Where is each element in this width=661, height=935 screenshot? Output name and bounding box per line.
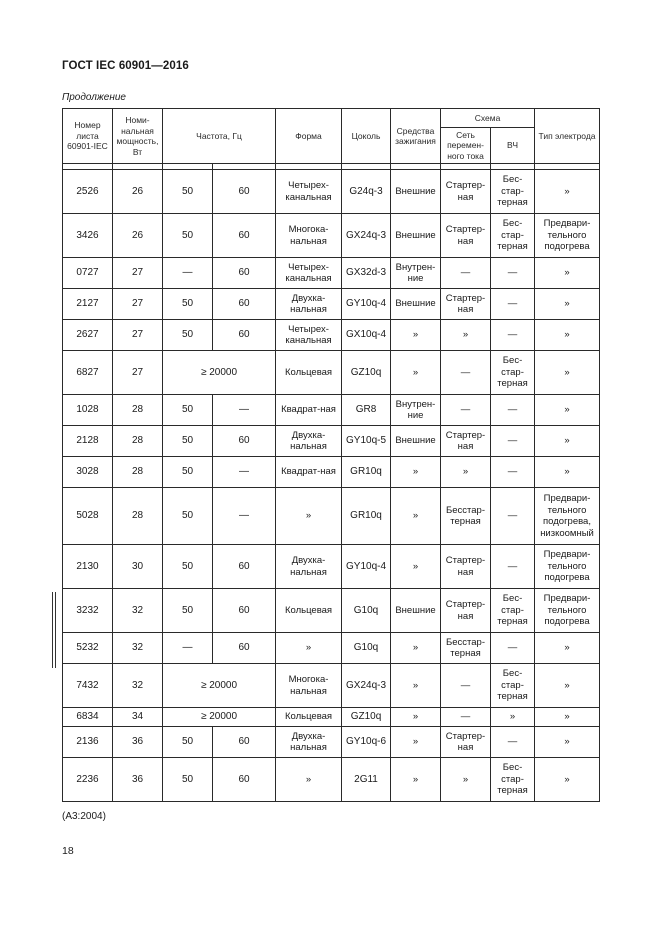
cell-rated-power: 36 <box>113 727 163 758</box>
table-row <box>63 214 600 258</box>
cell-hf: Бес-стар-терная <box>491 664 535 708</box>
cell-hf: — <box>491 258 535 289</box>
header-ac-mains: Сеть перемен- ного тока <box>441 128 491 164</box>
cell-frequency-1: 50 <box>163 289 213 320</box>
cell-frequency-2: 60 <box>213 214 276 258</box>
cell-ac-mains: » <box>441 457 491 488</box>
cell-ac-mains: Стартер-ная <box>441 545 491 589</box>
cell-ignition: » <box>391 457 441 488</box>
change-mark-bar <box>52 592 53 668</box>
cell-electrode-type: » <box>535 633 600 664</box>
cell-rated-power: 26 <box>113 170 163 214</box>
cell-electrode-type: » <box>535 170 600 214</box>
amendment-note: (A3:2004) <box>62 811 106 822</box>
cell-rated-power: 26 <box>113 214 163 258</box>
cell-rated-power: 32 <box>113 589 163 633</box>
table-row <box>63 589 600 633</box>
cell-frequency-1: 50 <box>163 727 213 758</box>
cell-sheet-number: 0727 <box>63 258 113 289</box>
cell-hf: Бес-стар-терная <box>491 589 535 633</box>
cell-electrode-type: » <box>535 727 600 758</box>
cell-electrode-type: » <box>535 426 600 457</box>
cell-electrode-type: » <box>535 708 600 727</box>
cell-frequency-1: 50 <box>163 457 213 488</box>
cell-ignition: » <box>391 758 441 802</box>
cell-base: GX24q-3 <box>342 664 391 708</box>
cell-rated-power: 28 <box>113 488 163 545</box>
cell-sheet-number: 2128 <box>63 426 113 457</box>
cell-hf: — <box>491 320 535 351</box>
cell-electrode-type: » <box>535 395 600 426</box>
table-body <box>63 170 600 802</box>
cell-sheet-number: 3028 <box>63 457 113 488</box>
cell-frequency-2: — <box>213 488 276 545</box>
cell-frequency-1: 50 <box>163 214 213 258</box>
cell-rated-power: 32 <box>113 664 163 708</box>
cell-frequency-2: 60 <box>213 258 276 289</box>
cell-frequency-1: 50 <box>163 395 213 426</box>
cell-ac-mains: — <box>441 395 491 426</box>
cell-base: GR8 <box>342 395 391 426</box>
table-row <box>63 758 600 802</box>
cell-ac-mains: — <box>441 351 491 395</box>
cell-sheet-number: 5028 <box>63 488 113 545</box>
cell-rated-power: 28 <box>113 457 163 488</box>
table-row <box>63 426 600 457</box>
header-scheme: Схема <box>441 109 535 128</box>
cell-frequency-2: 60 <box>213 758 276 802</box>
cell-shape: Четырех-канальная <box>276 170 342 214</box>
cell-ac-mains: » <box>441 758 491 802</box>
cell-base: GR10q <box>342 457 391 488</box>
cell-base: GY10q-5 <box>342 426 391 457</box>
cell-sheet-number: 6834 <box>63 708 113 727</box>
cell-base: GR10q <box>342 488 391 545</box>
cell-frequency: ≥ 20000 <box>163 664 276 708</box>
cell-frequency-2: — <box>213 457 276 488</box>
cell-electrode-type: Предвари-тельного подогрева <box>535 589 600 633</box>
cell-frequency-1: 50 <box>163 545 213 589</box>
cell-base: 2G11 <box>342 758 391 802</box>
cell-rated-power: 28 <box>113 426 163 457</box>
cell-frequency-2: 60 <box>213 727 276 758</box>
continuation-label: Продолжение <box>62 92 126 103</box>
cell-frequency-1: 50 <box>163 488 213 545</box>
cell-sheet-number: 2127 <box>63 289 113 320</box>
cell-ac-mains: Стартер-ная <box>441 727 491 758</box>
cell-electrode-type: Предвари-тельного подогрева <box>535 545 600 589</box>
cell-frequency-2: 60 <box>213 545 276 589</box>
cell-sheet-number: 6827 <box>63 351 113 395</box>
header-sheet-number: Номер листа 60901-IEC <box>63 109 113 164</box>
cell-shape: Кольцевая <box>276 351 342 395</box>
cell-frequency-1: 50 <box>163 758 213 802</box>
cell-shape: Многока-нальная <box>276 214 342 258</box>
cell-rated-power: 34 <box>113 708 163 727</box>
cell-shape: Кольцевая <box>276 708 342 727</box>
cell-sheet-number: 2136 <box>63 727 113 758</box>
header-base: Цоколь <box>342 109 391 164</box>
cell-ignition: » <box>391 545 441 589</box>
cell-ac-mains: Стартер-ная <box>441 214 491 258</box>
header-electrode-type: Тип электрода <box>535 109 600 164</box>
cell-ignition: Внутрен-ние <box>391 395 441 426</box>
cell-frequency-1: 50 <box>163 589 213 633</box>
cell-electrode-type: » <box>535 258 600 289</box>
cell-electrode-type: » <box>535 351 600 395</box>
cell-electrode-type: » <box>535 289 600 320</box>
cell-shape: » <box>276 758 342 802</box>
cell-sheet-number: 3232 <box>63 589 113 633</box>
cell-frequency-1: 50 <box>163 170 213 214</box>
cell-shape: » <box>276 488 342 545</box>
cell-frequency-2: 60 <box>213 426 276 457</box>
cell-ac-mains: Стартер-ная <box>441 170 491 214</box>
cell-rated-power: 27 <box>113 320 163 351</box>
cell-sheet-number: 3426 <box>63 214 113 258</box>
cell-sheet-number: 2526 <box>63 170 113 214</box>
cell-ac-mains: — <box>441 664 491 708</box>
cell-frequency-2: 60 <box>213 289 276 320</box>
cell-frequency-2: — <box>213 395 276 426</box>
cell-frequency-2: 60 <box>213 170 276 214</box>
cell-ac-mains: » <box>441 320 491 351</box>
cell-ignition: » <box>391 727 441 758</box>
table-row <box>63 395 600 426</box>
cell-hf: — <box>491 457 535 488</box>
change-mark-bar <box>55 592 56 668</box>
cell-ac-mains: Бесстар-терная <box>441 633 491 664</box>
cell-sheet-number: 7432 <box>63 664 113 708</box>
lamp-data-table-wrapper <box>62 108 599 802</box>
cell-shape: Квадрат-ная <box>276 457 342 488</box>
cell-ignition: Внутрен-ние <box>391 258 441 289</box>
cell-frequency-1: — <box>163 633 213 664</box>
table-row <box>63 289 600 320</box>
header-shape: Форма <box>276 109 342 164</box>
cell-base: GX10q-4 <box>342 320 391 351</box>
cell-rated-power: 30 <box>113 545 163 589</box>
cell-hf: — <box>491 633 535 664</box>
cell-frequency-1: 50 <box>163 320 213 351</box>
cell-shape: Двухка-нальная <box>276 545 342 589</box>
cell-electrode-type: » <box>535 457 600 488</box>
cell-ignition: Внешние <box>391 289 441 320</box>
cell-ignition: Внешние <box>391 426 441 457</box>
table-row <box>63 633 600 664</box>
cell-shape: Двухка-нальная <box>276 289 342 320</box>
cell-base: GZ10q <box>342 708 391 727</box>
cell-frequency-2: 60 <box>213 633 276 664</box>
cell-hf: Бес-стар-терная <box>491 170 535 214</box>
table-row <box>63 258 600 289</box>
cell-base: GZ10q <box>342 351 391 395</box>
cell-base: GY10q-6 <box>342 727 391 758</box>
cell-hf: Бес-стар-терная <box>491 351 535 395</box>
cell-ignition: » <box>391 708 441 727</box>
cell-sheet-number: 5232 <box>63 633 113 664</box>
cell-frequency-2: 60 <box>213 320 276 351</box>
cell-ignition: Внешние <box>391 214 441 258</box>
cell-base: GY10q-4 <box>342 289 391 320</box>
cell-hf: Бес-стар-терная <box>491 214 535 258</box>
header-hf: ВЧ <box>491 128 535 164</box>
cell-base: G10q <box>342 633 391 664</box>
cell-ignition: » <box>391 351 441 395</box>
table-row <box>63 170 600 214</box>
cell-ac-mains: — <box>441 258 491 289</box>
cell-hf: Бес-стар-терная <box>491 758 535 802</box>
cell-shape: » <box>276 633 342 664</box>
page-number: 18 <box>62 845 74 857</box>
cell-ignition: Внешние <box>391 170 441 214</box>
cell-rated-power: 27 <box>113 289 163 320</box>
cell-sheet-number: 1028 <box>63 395 113 426</box>
cell-sheet-number: 2130 <box>63 545 113 589</box>
header-frequency: Частота, Гц <box>163 109 276 164</box>
cell-rated-power: 27 <box>113 351 163 395</box>
cell-sheet-number: 2627 <box>63 320 113 351</box>
table-header <box>63 109 600 170</box>
cell-rated-power: 28 <box>113 395 163 426</box>
cell-rated-power: 32 <box>113 633 163 664</box>
cell-electrode-type: » <box>535 758 600 802</box>
table-row <box>63 664 600 708</box>
table-row <box>63 488 600 545</box>
cell-electrode-type: Предвари-тельного подогрева, низкоомный <box>535 488 600 545</box>
cell-frequency-2: 60 <box>213 589 276 633</box>
cell-frequency: ≥ 20000 <box>163 351 276 395</box>
cell-base: GY10q-4 <box>342 545 391 589</box>
table-row <box>63 320 600 351</box>
cell-ignition: » <box>391 488 441 545</box>
cell-sheet-number: 2236 <box>63 758 113 802</box>
cell-electrode-type: » <box>535 320 600 351</box>
cell-ac-mains: — <box>441 708 491 727</box>
cell-ignition: Внешние <box>391 589 441 633</box>
table-row <box>63 708 600 727</box>
cell-shape: Двухка-нальная <box>276 727 342 758</box>
cell-hf: — <box>491 289 535 320</box>
cell-rated-power: 27 <box>113 258 163 289</box>
cell-electrode-type: » <box>535 664 600 708</box>
document-title: ГОСТ IEC 60901—2016 <box>62 60 189 72</box>
cell-base: GX32d-3 <box>342 258 391 289</box>
cell-ac-mains: Стартер-ная <box>441 426 491 457</box>
cell-ac-mains: Бесстар-терная <box>441 488 491 545</box>
cell-rated-power: 36 <box>113 758 163 802</box>
cell-shape: Квадрат-ная <box>276 395 342 426</box>
cell-ignition: » <box>391 664 441 708</box>
cell-shape: Четырех-канальная <box>276 258 342 289</box>
cell-hf: — <box>491 488 535 545</box>
cell-ac-mains: Стартер-ная <box>441 589 491 633</box>
cell-shape: Многока-нальная <box>276 664 342 708</box>
cell-electrode-type: Предвари-тельного подогрева <box>535 214 600 258</box>
cell-base: GX24q-3 <box>342 214 391 258</box>
cell-base: G24q-3 <box>342 170 391 214</box>
cell-frequency-1: 50 <box>163 426 213 457</box>
cell-shape: Четырех-канальная <box>276 320 342 351</box>
cell-base: G10q <box>342 589 391 633</box>
table-row <box>63 545 600 589</box>
cell-ignition: » <box>391 633 441 664</box>
cell-hf: » <box>491 708 535 727</box>
table-row <box>63 351 600 395</box>
cell-frequency: ≥ 20000 <box>163 708 276 727</box>
cell-ignition: » <box>391 320 441 351</box>
cell-shape: Двухка-нальная <box>276 426 342 457</box>
cell-hf: — <box>491 395 535 426</box>
header-ignition: Средства зажигания <box>391 109 441 164</box>
cell-hf: — <box>491 727 535 758</box>
cell-hf: — <box>491 545 535 589</box>
cell-hf: — <box>491 426 535 457</box>
cell-shape: Кольцевая <box>276 589 342 633</box>
cell-ac-mains: Стартер-ная <box>441 289 491 320</box>
lamp-data-table <box>62 108 600 802</box>
table-row <box>63 457 600 488</box>
header-rated-power: Номи- нальная мощность, Вт <box>113 109 163 164</box>
cell-frequency-1: — <box>163 258 213 289</box>
table-row <box>63 727 600 758</box>
